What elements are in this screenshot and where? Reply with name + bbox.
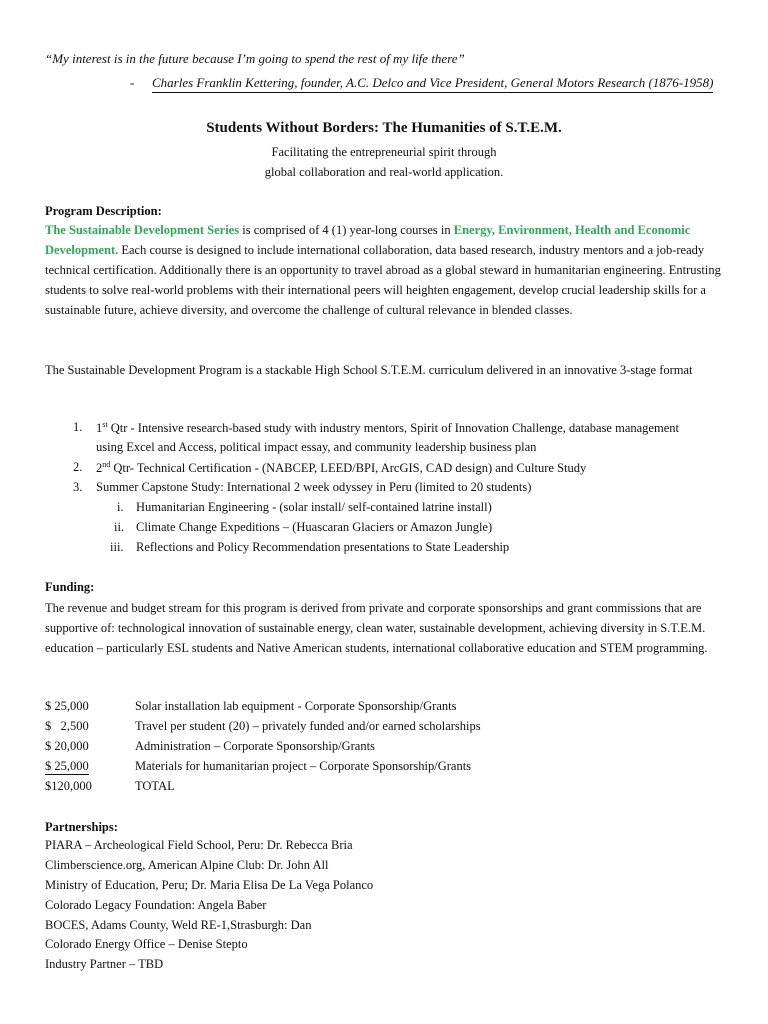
sublist-item-2: Climate Change Expeditions – (Huascaran Glaciers or Amazon Jungle)	[136, 520, 493, 534]
partner-item: Industry Partner – TBD	[45, 957, 164, 971]
funding-heading: Funding:	[45, 580, 95, 594]
funding-amount: $ 25,000	[45, 699, 89, 713]
funding-item: Travel per student (20) – privately funded and/or earned scholarships	[135, 719, 481, 733]
series-topics: Energy, Environment, Health and Economic Development.	[45, 223, 691, 257]
sublist-number-2: ii.	[114, 520, 125, 534]
sublist-item-3: Reflections and Policy Recommendation presentations to State Leadership	[136, 540, 510, 554]
list-number-3: 3.	[73, 480, 83, 494]
partner-item: Climberscience.org, American Alpine Club: Dr. John All	[45, 858, 329, 872]
funding-amount: $ 20,000	[45, 739, 89, 753]
program-paragraph-2: The Sustainable Development Program is a stackable High School S.T.E.M. curriculum delivered in an innovative 3-stage format	[45, 363, 693, 377]
program-description: The Sustainable Development Series is comprised of 4 (1) year-long courses in Energy, Environment, Health and Economic Development. Each course is designed to include international collaboration, data based research, industry mentors and a job-ready technical certification. Additionally there is an opportunity to travel abroad as a global steward in humanitarian engineering. Entrusting students to solve real-world problems with their international peers will heighten engagement, develop crucial leadership skills for a sustainable future, achieve diversity, and overcome the challenge of cultural relevance in blended classes.	[45, 223, 721, 317]
sublist-number-1: i.	[117, 500, 124, 514]
funding-total-amount: $120,000	[45, 779, 92, 793]
subtitle-line-2: global collaboration and real-world application.	[264, 165, 504, 179]
list-number-1: 1.	[73, 420, 83, 434]
list-item-1: 1st Qtr - Intensive research-based study with industry mentors, Spirit of Innovation Challenge, database management	[96, 420, 679, 436]
funding-amount: $ 25,000	[45, 759, 89, 773]
funding-item: Administration – Corporate Sponsorship/Grants	[135, 739, 375, 753]
document-title: Students Without Borders: The Humanities of S.T.E.M.	[206, 120, 562, 136]
program-heading: Program Description:	[45, 204, 162, 218]
partner-item: Colorado Legacy Foundation: Angela Baber	[45, 898, 267, 912]
funding-item: Materials for humanitarian project – Corporate Sponsorship/Grants	[135, 759, 472, 773]
partner-item: Ministry of Education, Peru; Dr. Maria Elisa De La Vega Polanco	[45, 878, 374, 892]
partner-item: BOCES, Adams County, Weld RE-1,Strasburgh: Dan	[45, 918, 312, 932]
funding-amount: $ 2,500	[45, 719, 89, 733]
partner-item: PIARA – Archeological Field School, Peru: Dr. Rebecca Bria	[45, 838, 353, 852]
list-item-2: 2nd Qtr- Technical Certification - (NABCEP, LEED/BPI, ArcGIS, CAD design) and Culture Study	[96, 460, 587, 476]
list-number-2: 2.	[73, 460, 83, 474]
series-name: The Sustainable Development Series	[45, 223, 240, 237]
attribution-dash: -	[130, 75, 135, 90]
list-item-3: Summer Capstone Study: International 2 week odyssey in Peru (limited to 20 students)	[96, 480, 532, 494]
subtitle-line-1: Facilitating the entrepreneurial spirit through	[271, 145, 497, 159]
epigraph-attribution: Charles Franklin Kettering, founder, A.C. Delco and Vice President, General Motors Research (1876-1958)	[152, 75, 713, 93]
sublist-item-1: Humanitarian Engineering - (solar install/ self-contained latrine install)	[136, 500, 492, 514]
funding-item: Solar installation lab equipment - Corporate Sponsorship/Grants	[135, 699, 457, 713]
funding-total-label: TOTAL	[135, 779, 175, 793]
sublist-number-3: iii.	[110, 540, 124, 554]
partnerships-heading: Partnerships:	[45, 820, 118, 834]
list-item-1-cont: using Excel and Access, political impact essay, and community leadership business plan	[96, 440, 537, 454]
partner-item: Colorado Energy Office – Denise Stepto	[45, 937, 248, 951]
funding-description: The revenue and budget stream for this program is derived from private and corporate sponsorships and grant commissions that are supportive of: technological innovation of sustainable energy, clean water, sustainable development, achieving diversity in S.T.E.M. education – particularly ESL students and Native American students, international collaborative education and STEM programming.	[45, 601, 708, 655]
epigraph-quote: “My interest is in the future because I’m going to spend the rest of my life there”	[45, 51, 465, 66]
